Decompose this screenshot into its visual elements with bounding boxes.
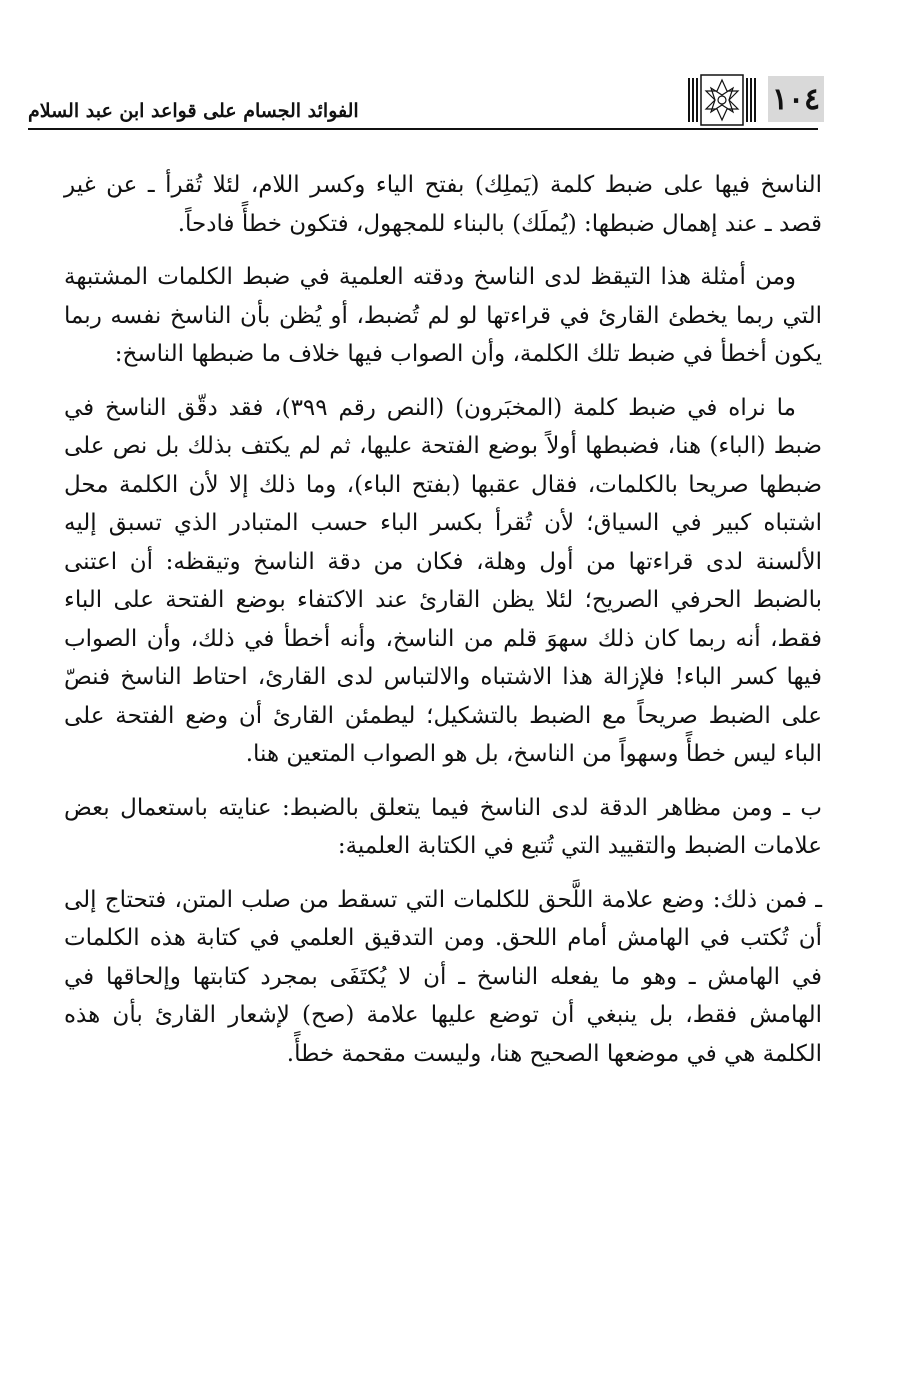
running-title: الفوائد الجسام على قواعد ابن عبد السلام [28, 100, 359, 122]
ornament-bars-right [744, 74, 758, 126]
body-text [64, 166, 822, 1073]
page-number: ١٠٤ [768, 76, 824, 122]
page-header [28, 74, 821, 130]
ornament-bars-left [686, 74, 700, 126]
geometric-ornament-icon [681, 74, 763, 126]
paragraph: ومن أمثلة هذا التيقظ لدى الناسخ ودقته العلمية في ضبط الكلمات المشتبهة التي ربما يخطئ القارئ في قراءتها لو لم تُضبط، أو يُظن بأن الناسخ نفسه ربما يكون أخطأ في ضبط تلك الكلمة، وأن الصواب فيها خلاف ما ضبطها الناسخ: [64, 264, 822, 367]
star-pattern-icon [700, 74, 744, 126]
paragraph: ـ فمن ذلك: وضع علامة اللَّحق للكلمات التي تسقط من صلب المتن، فتحتاج إلى أن تُكتب في الهامش أمام اللحق. ومن التدقيق العلمي في كتابة هذه الكلمات في الهامش ـ وهو ما يفعله الناسخ ـ أن لا يُكتَفَى بمجرد كتابتها وإلحاقها في الهامش فقط، بل ينبغي أن توضع عليها علامة (صح) لإشعار القارئ بأن هذه الكلمة هي في موضعها الصحيح هنا، وليست مقحمة خطأً. [64, 886, 822, 1067]
paragraph: ما نراه في ضبط كلمة (المخبَرون) (النص رقم ٣٩٩)، فقد دقّق الناسخ في ضبط (الباء) هنا، فضبطها أولاً بوضع الفتحة عليها، ثم لم يكتف بذلك بل نص على ضبطها صريحا بالكلمات، فقال عقبها (بفتح الباء)، وما ذلك إلا لأن الكلمة محل اشتباه كبير في السياق؛ لأن تُقرأ بكسر الباء حسب المتبادر الذي تسبق إليه الألسنة لدى قراءتها من أول وهلة، فكان من دقة الناسخ وتيقظه: أن اعتنى بالضبط الحرفي الصريح؛ لئلا يظن القارئ عند الاكتفاء بوضع الفتحة على الباء فقط، أنه ربما كان ذلك سهوَ قلم من الناسخ، وأنه أخطأ في ذلك، وأن الصواب فيها كسر الباء! فلإزالة هذا الاشتباه والالتباس لدى القارئ، احتاط الناسخ فنصّ على الضبط صريحاً مع الضبط بالتشكيل؛ ليطمئن القارئ أن وضع الفتحة على الباء ليس خطأً وسهواً من الناسخ، بل هو الصواب المتعين هنا. [64, 394, 822, 767]
paragraph-continuation: الناسخ فيها على ضبط كلمة (يَملِك) بفتح الياء وكسر اللام، لئلا تُقرأ ـ عن غير قصد ـ عند إهمال ضبطها: (يُملَك) بالبناء للمجهول، فتكون خطأً فادحاً. [64, 172, 822, 237]
paragraph: ب ـ ومن مظاهر الدقة لدى الناسخ فيما يتعلق بالضبط: عنايته باستعمال بعض علامات الضبط والتقييد التي تُتبع في الكتابة العلمية: [64, 794, 822, 859]
